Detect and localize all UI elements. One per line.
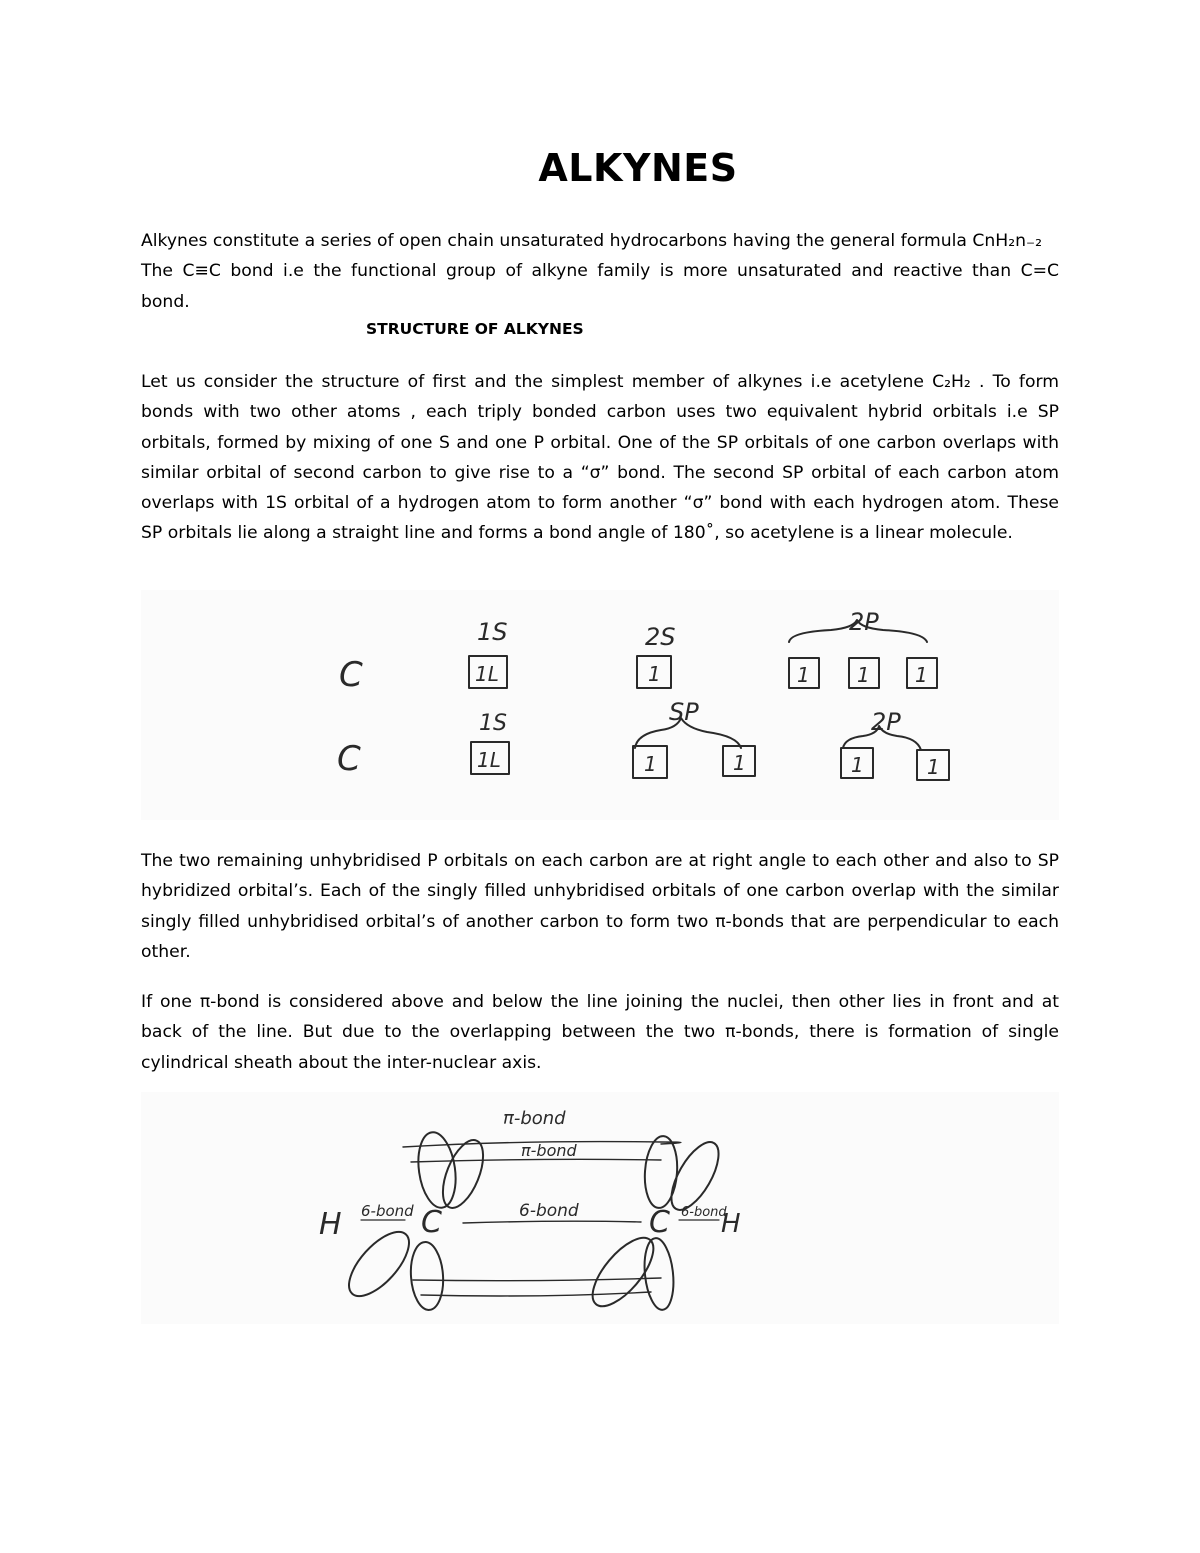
row2-sp-label: SP bbox=[669, 698, 699, 726]
right-top-lobe-a bbox=[643, 1135, 680, 1209]
sigma-left-label: 6-bond bbox=[361, 1202, 414, 1220]
row1-atom-label: C bbox=[339, 655, 363, 695]
pi-bond-diagram bbox=[141, 1092, 1059, 1324]
right-bottom-lobe-b bbox=[641, 1237, 676, 1312]
left-bottom-lobe-b bbox=[409, 1241, 446, 1311]
pi-line: hybridized orbital’s. Each of the singly filled unhybridised orbitals of one carbon overlap with the similar bbox=[141, 881, 1059, 902]
pi-line: The two remaining unhybridised P orbitals on each carbon are at right angle to each other and also to SP bbox=[141, 851, 1059, 871]
left-carbon: C bbox=[421, 1205, 442, 1240]
intro-paragraph bbox=[141, 226, 1059, 317]
intro-line: bond. bbox=[141, 291, 190, 312]
structure-paragraph bbox=[141, 367, 1059, 549]
pi-line-bottom2 bbox=[421, 1292, 651, 1296]
structure-line: bonds with two other atoms , each triply bonded carbon uses two equivalent hybrid orbitals i.e SP bbox=[141, 402, 1059, 423]
section-heading: STRUCTURE OF ALKYNES bbox=[366, 320, 584, 338]
sheath-line: back of the line. But due to the overlapping between the two π-bonds, there is formation of single bbox=[141, 1022, 1059, 1043]
row2-1s-label: 1S bbox=[479, 711, 507, 736]
row1-boxes bbox=[469, 656, 937, 688]
orbital-box-text: 1 bbox=[915, 663, 928, 687]
row2-boxes bbox=[471, 742, 949, 780]
row2-2p-label: 2P bbox=[871, 708, 901, 736]
left-bottom-lobe-a bbox=[339, 1222, 419, 1306]
orbital-box-text: 1 bbox=[851, 753, 864, 777]
orbital-box-text: 1L bbox=[475, 662, 499, 686]
sigma-axis bbox=[463, 1221, 641, 1223]
pi-line: singly filled unhybridised orbital’s of another carbon to form two π-bonds that are perpendicular to each bbox=[141, 911, 1059, 932]
structure-line: SP orbitals lie along a straight line and forms a bond angle of 180˚, so acetylene is a linear molecule. bbox=[141, 523, 1013, 544]
structure-line: similar orbital of second carbon to give rise to a “σ” bond. The second SP orbital of each carbon atom bbox=[141, 462, 1059, 483]
orbital-box-text: 1 bbox=[644, 752, 657, 776]
right-carbon: C bbox=[649, 1205, 670, 1240]
left-top-lobe-b bbox=[435, 1135, 492, 1214]
sigma-right-label: 6-bond bbox=[681, 1205, 727, 1220]
sheath-line: cylindrical sheath about the inter-nuclear axis. bbox=[141, 1052, 542, 1073]
intro-line: The C≡C bond i.e the functional group of alkyne family is more unsaturated and reactive than C=C bbox=[141, 261, 1059, 282]
left-top-lobe-a bbox=[414, 1130, 460, 1210]
sheath-paragraph bbox=[141, 987, 1059, 1078]
row1-2p-label: 2P bbox=[849, 608, 879, 636]
structure-line: orbitals, formed by mixing of one S and one P orbital. One of the SP orbitals of one carbon overlaps with bbox=[141, 432, 1059, 453]
right-hydrogen: H bbox=[721, 1209, 741, 1239]
row1-2s-label: 2S bbox=[645, 623, 676, 651]
pi-line-bottom bbox=[413, 1278, 661, 1281]
page-title: ALKYNES bbox=[538, 146, 738, 190]
orbital-box-text: 1 bbox=[797, 663, 810, 687]
right-bottom-lobe-a bbox=[582, 1228, 664, 1315]
orbital-box-text: 1 bbox=[648, 662, 661, 686]
structure-line: Let us consider the structure of first and the simplest member of alkynes i.e acetylene C₂H₂ . To form bbox=[141, 372, 1059, 392]
left-hydrogen: H bbox=[319, 1207, 342, 1242]
orbital-box-text: 1 bbox=[733, 751, 746, 775]
intro-line: Alkynes constitute a series of open chain unsaturated hydrocarbons having the general formula CnH₂n₋₂ bbox=[141, 231, 1042, 251]
pi-line: other. bbox=[141, 941, 191, 962]
pi-bond-inner-label: π-bond bbox=[521, 1141, 577, 1160]
pi-bond-top-label: π-bond bbox=[503, 1108, 566, 1129]
sigma-center-label: 6-bond bbox=[519, 1201, 579, 1221]
orbital-box-text: 1 bbox=[857, 663, 870, 687]
row1-1s-label: 1S bbox=[477, 618, 508, 646]
sheath-line: If one π-bond is considered above and below the line joining the nuclei, then other lies in front and at bbox=[141, 992, 1059, 1012]
pi-bond-paragraph bbox=[141, 846, 1059, 967]
orbital-box-text: 1 bbox=[927, 755, 940, 779]
orbital-box-text: 1L bbox=[477, 748, 501, 772]
row2-2p-brace bbox=[843, 726, 921, 750]
row2-atom-label: C bbox=[337, 739, 361, 779]
structure-line: overlaps with 1S orbital of a hydrogen atom to form another “σ” bond with each hydrogen atom. These bbox=[141, 493, 1059, 514]
orbital-diagram bbox=[141, 590, 1059, 820]
